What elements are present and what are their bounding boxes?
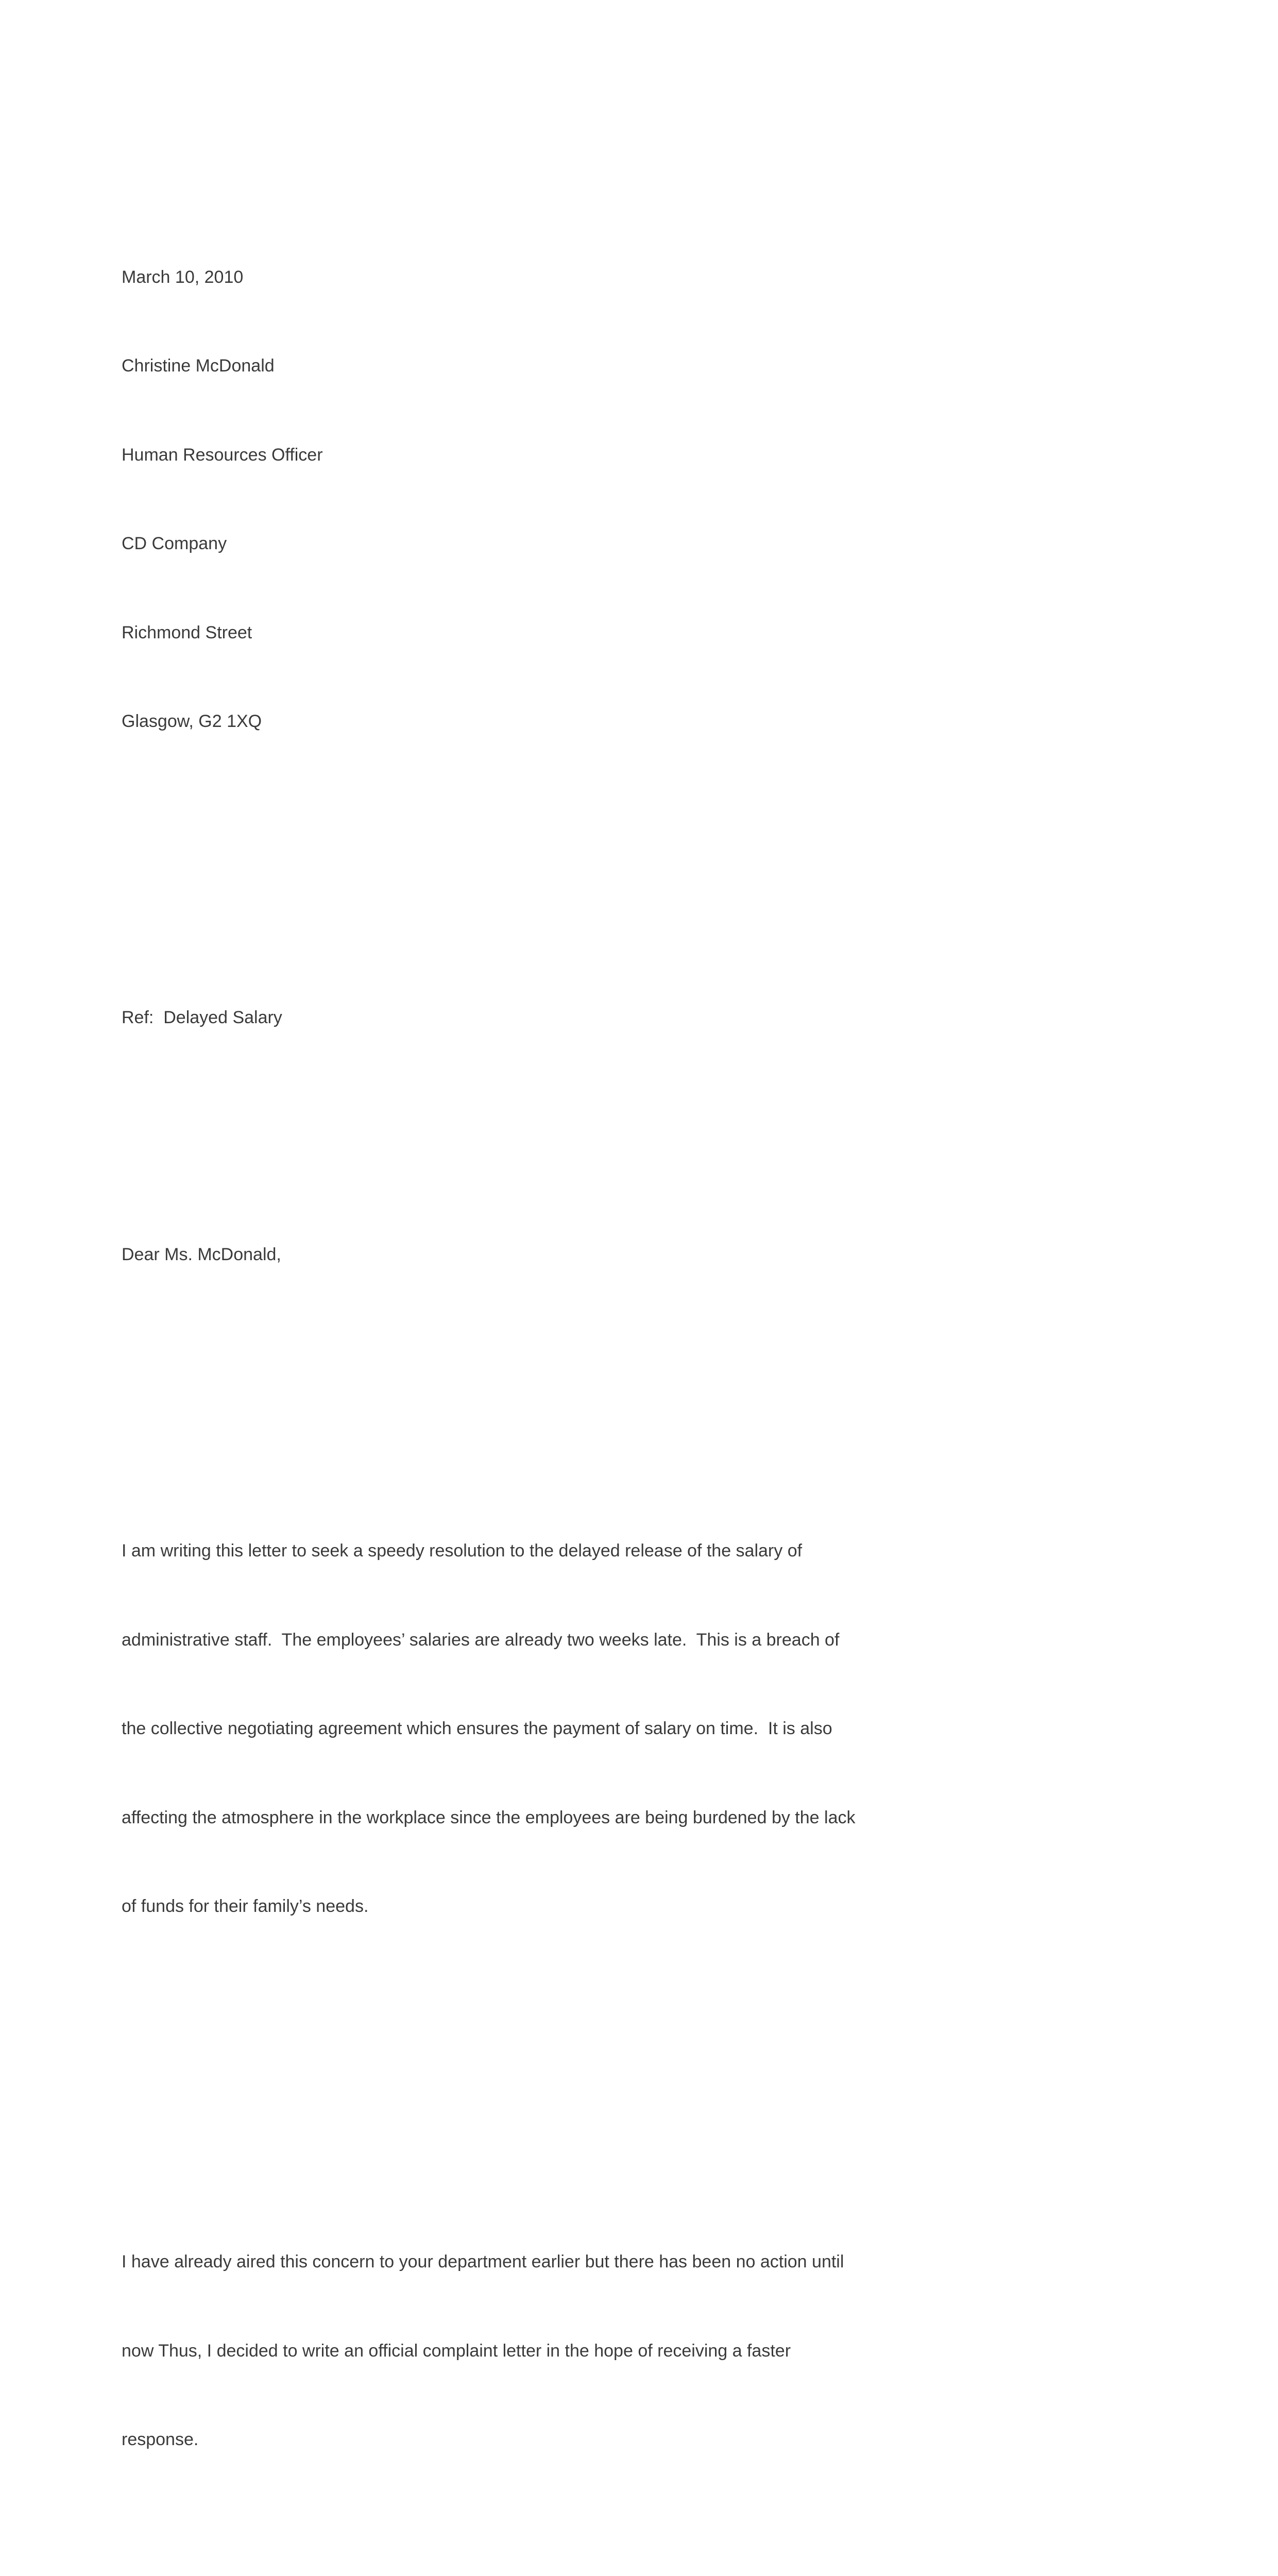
recipient-title: Human Resources Officer: [122, 445, 323, 465]
paragraph-line: of funds for their family’s needs.: [122, 1896, 369, 1916]
body-paragraph-2: [122, 2188, 874, 2514]
letter-date: March 10, 2010: [122, 267, 244, 287]
paragraph-line: I have already aired this concern to your department earlier but there has been no action until: [122, 2252, 844, 2272]
paragraph-line: I am writing this letter to seek a speedy resolution to the delayed release of the salary of: [122, 1541, 803, 1561]
recipient-street: Richmond Street: [122, 622, 252, 642]
header-block: [122, 204, 874, 796]
letter-body: [122, 114, 874, 2576]
spacer: [122, 2070, 874, 2099]
spacer: [122, 885, 874, 914]
paragraph-line: affecting the atmosphere in the workplace since the employees are being burdened by the lack: [122, 1807, 856, 1827]
reference-line: Ref: Delayed Salary: [122, 1008, 282, 1027]
spacer: [122, 1359, 874, 1388]
spacer: [122, 1122, 874, 1151]
recipient-name: Christine McDonald: [122, 356, 275, 376]
paragraph-line: response.: [122, 2430, 199, 2449]
body-paragraph-1: [122, 1477, 874, 1981]
recipient-city: Glasgow, G2 1XQ: [122, 711, 262, 731]
paragraph-line: now Thus, I decided to write an official complaint letter in the hope of receiving a faster: [122, 2341, 791, 2361]
paragraph-line: the collective negotiating agreement which ensures the payment of salary on time. It is also: [122, 1719, 832, 1738]
salutation: Dear Ms. McDonald,: [122, 1245, 281, 1264]
paragraph-line: administrative staff. The employees’ salaries are already two weeks late. This is a breach of: [122, 1630, 840, 1650]
recipient-company: CD Company: [122, 534, 227, 553]
